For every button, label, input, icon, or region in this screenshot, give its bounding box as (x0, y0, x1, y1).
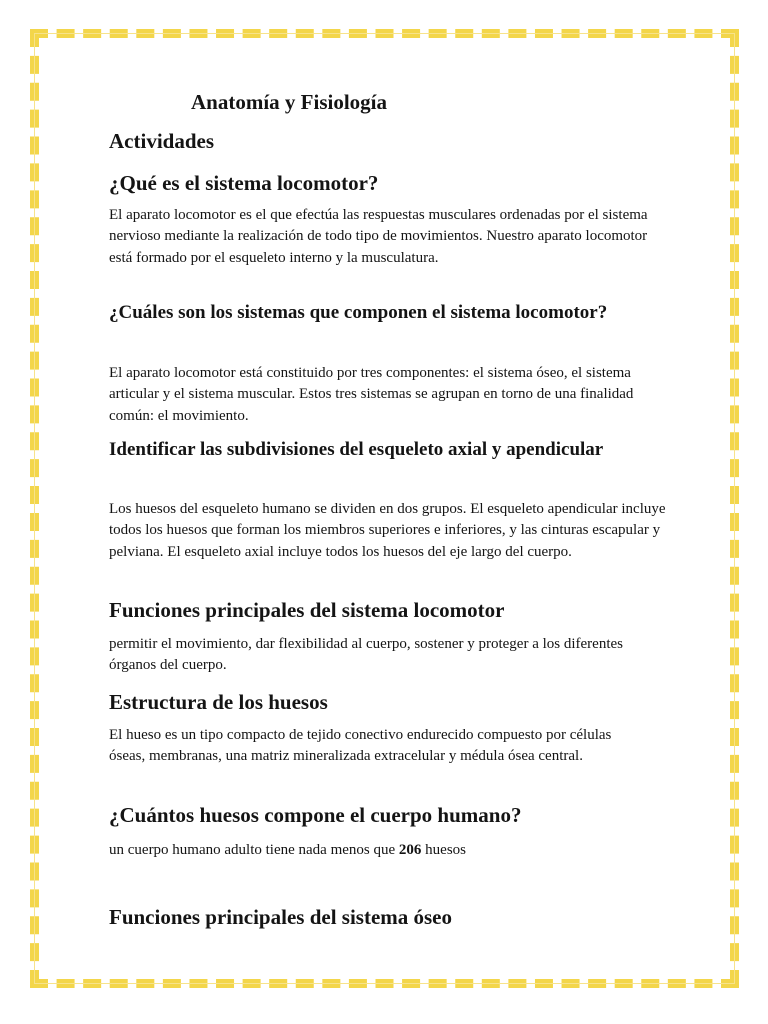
section-heading: Actividades (109, 129, 214, 153)
question-5-heading: Estructura de los huesos (109, 690, 328, 714)
answer-text-before: un cuerpo humano adulto tiene nada menos que (109, 842, 396, 858)
bone-count: 206 (398, 842, 422, 858)
question-2-answer: El aparato locomotor está constituido por tres componentes: el sistema óseo, el sistema articular y el sistema muscular. Estos tres sistemas se agrupan en torno de una finalidad común: el movimiento. (109, 365, 634, 424)
question-7-heading: Funciones principales del sistema óseo (109, 905, 453, 929)
question-6-answer (109, 840, 664, 861)
document-title: Anatomía y Fisiología (191, 90, 388, 114)
question-3-answer: Los huesos del esqueleto humano se dividen en dos grupos. El esqueleto apendicular incluye todos los huesos que forman los miembros superiores e inferiores, y las cinturas escapular y pelviana. El esqueleto axial incluye todos los huesos del eje largo del cuerpo. (109, 501, 666, 560)
question-4-heading: Funciones principales del sistema locomotor (109, 598, 505, 622)
question-2-heading: ¿Cuáles son los sistemas que componen el sistema locomotor? (109, 302, 608, 323)
question-6-heading: ¿Cuántos huesos compone el cuerpo humano? (109, 803, 522, 827)
question-1-heading: ¿Qué es el sistema locomotor? (109, 171, 379, 195)
question-4-answer: permitir el movimiento, dar flexibilidad al cuerpo, sostener y proteger a los diferentes órganos del cuerpo. (109, 636, 623, 674)
question-1-answer: El aparato locomotor es el que efectúa las respuestas musculares ordenadas por el sistema nervioso mediante la realización de todo tipo de movimientos. Nuestro aparato locomotor está formado por el esqueleto interno y la musculatura. (109, 207, 648, 266)
question-3-heading: Identificar las subdivisiones del esqueleto axial y apendicular (109, 439, 604, 460)
answer-text-after: huesos (425, 842, 467, 858)
question-5-answer: El hueso es un tipo compacto de tejido conectivo endurecido compuesto por células óseas, membranas, una matriz mineralizada extracelular y médula ósea central. (109, 727, 612, 765)
